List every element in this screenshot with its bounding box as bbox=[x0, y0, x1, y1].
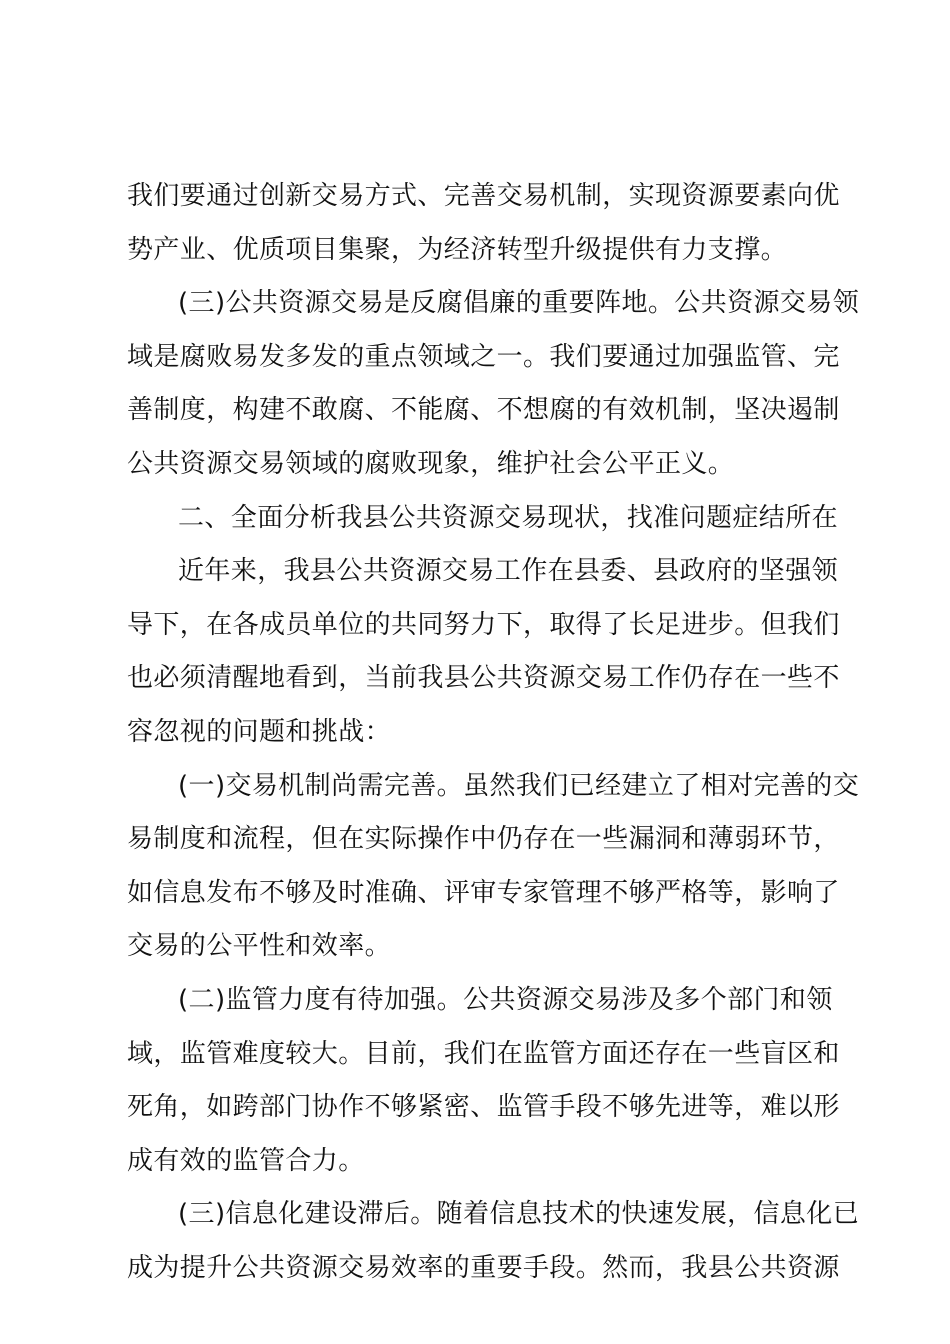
text-line: (二)监管力度有待加强。公共资源交易涉及多个部门和领 bbox=[178, 984, 833, 1015]
text-line: (一)交易机制尚需完善。虽然我们已经建立了相对完善的交 bbox=[178, 770, 860, 801]
text-line: 成有效的监管合力。 bbox=[127, 1145, 365, 1176]
body-text bbox=[127, 170, 860, 1295]
text-line: 成为提升公共资源交易效率的重要手段。然而，我县公共资源 bbox=[127, 1252, 840, 1283]
text-line: 我们要通过创新交易方式、完善交易机制，实现资源要素向优 bbox=[127, 181, 840, 211]
text-line: 如信息发布不够及时准确、评审专家管理不够严格等，影响了 bbox=[127, 877, 840, 908]
text-line: 容忽视的问题和挑战： bbox=[127, 716, 392, 747]
text-line: 二、全面分析我县公共资源交易现状，找准问题症结所在 bbox=[178, 502, 839, 533]
text-line: 公共资源交易领域的腐败现象，维护社会公平正义。 bbox=[127, 448, 735, 479]
text-line: 势产业、优质项目集聚，为经济转型升级提供有力支撑。 bbox=[127, 234, 788, 265]
text-line: 死角，如跨部门协作不够紧密、监管手段不够先进等，难以形 bbox=[127, 1092, 840, 1123]
text-line: (三)信息化建设滞后。随着信息技术的快速发展，信息化已 bbox=[178, 1199, 860, 1230]
text-line: 近年来，我县公共资源交易工作在县委、县政府的坚强领 bbox=[178, 556, 839, 587]
text-line: (三)公共资源交易是反腐倡廉的重要阵地。公共资源交易领 bbox=[178, 288, 860, 319]
text-line: 导下，在各成员单位的共同努力下，取得了长足进步。但我们 bbox=[127, 609, 840, 640]
text-line: 交易的公平性和效率。 bbox=[127, 931, 392, 962]
text-line: 善制度，构建不敢腐、不能腐、不想腐的有效机制，坚决遏制 bbox=[127, 395, 840, 426]
text-line: 域，监管难度较大。目前，我们在监管方面还存在一些盲区和 bbox=[127, 1038, 840, 1069]
text-line: 易制度和流程，但在实际操作中仍存在一些漏洞和薄弱环节， bbox=[127, 824, 840, 855]
text-line: 也必须清醒地看到，当前我县公共资源交易工作仍存在一些不 bbox=[127, 663, 840, 694]
text-line: 域是腐败易发多发的重点领域之一。我们要通过加强监管、完 bbox=[127, 341, 840, 372]
